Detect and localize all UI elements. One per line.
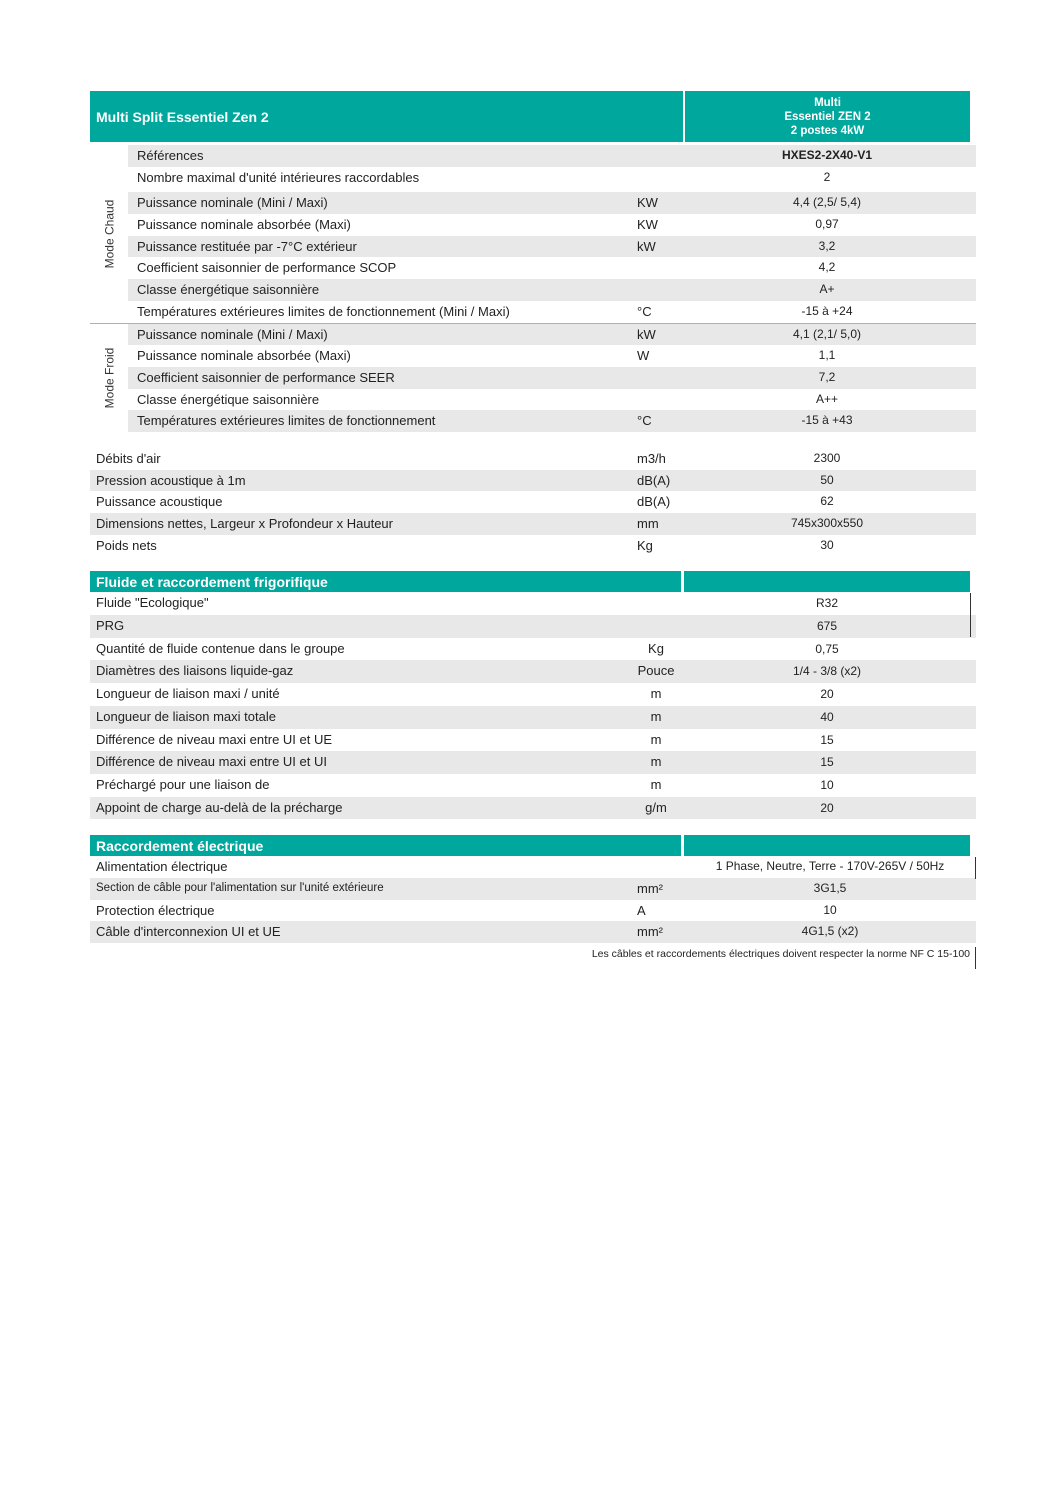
row-value: -15 à +43 xyxy=(801,413,853,428)
electrique-header xyxy=(90,835,976,856)
table-row xyxy=(128,324,976,346)
row-unit: m xyxy=(650,731,662,747)
row-unit: mm² xyxy=(637,924,663,940)
row-label: Pression acoustique à 1m xyxy=(96,472,246,488)
table-row xyxy=(90,921,976,943)
table-row xyxy=(128,145,976,167)
table-row xyxy=(128,301,976,323)
row-label: Appoint de charge au-delà de la précharge xyxy=(96,799,343,815)
row-value: 1,1 xyxy=(818,348,836,363)
row-label: Puissance nominale absorbée (Maxi) xyxy=(137,348,351,364)
row-label: Dimensions nettes, Largeur x Profondeur x Hauteur xyxy=(96,516,393,531)
row-unit: m xyxy=(650,686,662,702)
row-unit: kW xyxy=(637,326,656,342)
row-value: R32 xyxy=(815,596,838,611)
row-label: Débits d'air xyxy=(96,450,161,466)
table-row xyxy=(90,683,976,706)
row-label: Références xyxy=(137,148,204,163)
table-row xyxy=(90,491,976,513)
row-value: 20 xyxy=(820,687,834,702)
mode-chaud-section xyxy=(90,144,976,323)
row-label: Classe énergétique saisonnière xyxy=(137,391,320,407)
row-label: Puissance nominale absorbée (Maxi) xyxy=(137,217,351,233)
row-value: 50 xyxy=(820,472,834,487)
table-row xyxy=(90,535,976,557)
table-row xyxy=(90,900,976,922)
row-label: Puissance acoustique xyxy=(96,494,223,510)
table-row xyxy=(128,192,976,214)
row-label: Classe énergétique saisonnière xyxy=(137,282,320,298)
table-row xyxy=(128,345,976,367)
row-label: Différence de niveau maxi entre UI et UI xyxy=(96,754,327,770)
table-row xyxy=(128,236,976,258)
page-title: Multi Split Essentiel Zen 2 xyxy=(90,91,636,142)
row-label: Protection électrique xyxy=(96,902,215,918)
row-unit: W xyxy=(637,348,650,364)
row-value: 4,2 xyxy=(818,260,836,275)
row-value: 1 Phase, Neutre, Terre - 170V-265V / 50Hz xyxy=(715,859,945,874)
mode-chaud-label: Mode Chaud xyxy=(102,199,116,269)
row-value: 0,75 xyxy=(815,641,839,656)
row-label: Longueur de liaison maxi totale xyxy=(96,708,276,724)
product-header xyxy=(685,91,970,142)
header-cell xyxy=(631,571,681,592)
row-value: 7,2 xyxy=(818,369,836,384)
row-label: Coefficient saisonnier de performance SEER xyxy=(137,369,395,385)
fluide-header xyxy=(90,571,976,592)
row-unit: Pouce xyxy=(637,663,675,679)
row-unit: m xyxy=(650,754,662,770)
table-row xyxy=(90,751,976,774)
product-line: Multi xyxy=(814,96,841,109)
table-row xyxy=(90,797,976,820)
row-label: Températures extérieures limites de fonctionnement xyxy=(137,413,436,429)
row-label: Températures extérieures limites de fonctionnement (Mini / Maxi) xyxy=(137,303,510,319)
row-unit: dB(A) xyxy=(637,494,671,510)
spacer xyxy=(90,556,976,571)
row-unit: g/m xyxy=(645,799,667,815)
row-value: HXES2-2X40-V1 xyxy=(781,148,873,162)
row-value: 2 xyxy=(823,169,831,184)
table-row xyxy=(90,448,976,470)
row-value: 4,4 (2,5/ 5,4) xyxy=(792,195,862,210)
row-label: Câble d'interconnexion UI et UE xyxy=(96,924,281,940)
row-unit: kW xyxy=(637,238,656,254)
header-cell xyxy=(631,835,681,856)
row-label: Préchargé pour une liaison de xyxy=(96,776,270,792)
row-value: 4,1 (2,1/ 5,0) xyxy=(792,326,862,341)
section-title: Fluide et raccordement frigorifique xyxy=(90,571,636,592)
table-row xyxy=(128,410,976,432)
row-label: Coefficient saisonnier de performance SCOP xyxy=(137,260,397,276)
header-cell xyxy=(684,571,970,592)
border-mark xyxy=(975,947,976,969)
row-value: 745x300x550 xyxy=(790,516,864,530)
row-label: Alimentation électrique xyxy=(96,859,228,875)
main-header xyxy=(90,91,976,142)
table-row xyxy=(90,638,976,661)
spec-sheet xyxy=(90,91,976,967)
table-row xyxy=(128,389,976,411)
row-unit: °C xyxy=(637,413,652,429)
row-label: Puissance nominale (Mini / Maxi) xyxy=(137,326,328,342)
row-label: Poids nets xyxy=(96,537,157,553)
row-value: 0,97 xyxy=(815,217,839,232)
mode-froid-section xyxy=(90,323,976,432)
row-value: 675 xyxy=(816,619,838,634)
row-label: Section de câble pour l'alimentation sur l'unité extérieure xyxy=(96,881,384,894)
row-value: 1/4 - 3/8 (x2) xyxy=(792,664,862,679)
spacer xyxy=(90,432,976,448)
table-row xyxy=(128,367,976,389)
row-label: Puissance restituée par -7°C extérieur xyxy=(137,238,357,254)
table-row xyxy=(128,167,976,189)
row-unit: mm² xyxy=(637,880,663,896)
header-cell xyxy=(684,835,970,856)
row-unit: dB(A) xyxy=(637,472,671,488)
table-row xyxy=(90,774,976,797)
table-row xyxy=(90,592,976,615)
row-value: 40 xyxy=(820,709,834,724)
row-unit: Kg xyxy=(648,640,664,656)
row-label: Nombre maximal d'unité intérieures raccordables xyxy=(137,169,420,185)
row-label: Puissance nominale (Mini / Maxi) xyxy=(137,195,328,211)
row-unit: A xyxy=(637,902,646,918)
table-row xyxy=(90,706,976,729)
table-row xyxy=(90,615,976,638)
row-label: Longueur de liaison maxi / unité xyxy=(96,686,280,702)
row-value: 15 xyxy=(820,755,834,770)
row-unit: m xyxy=(650,708,662,724)
unit-header-cell xyxy=(631,91,683,142)
general-section xyxy=(90,448,976,556)
electrique-section xyxy=(90,835,976,967)
row-unit: KW xyxy=(637,217,658,233)
row-unit: m xyxy=(650,776,662,792)
row-value: 15 xyxy=(820,732,834,747)
spacer xyxy=(90,819,976,835)
row-value: 30 xyxy=(820,537,834,552)
row-value: 4G1,5 (x2) xyxy=(801,924,859,939)
row-unit: mm xyxy=(637,516,659,531)
table-row xyxy=(128,257,976,279)
mode-froid-label: Mode Froid xyxy=(102,347,117,409)
row-unit: Kg xyxy=(637,537,653,553)
row-unit: KW xyxy=(637,195,658,211)
border-mark xyxy=(970,593,971,637)
table-row xyxy=(90,878,976,900)
border-mark xyxy=(975,857,976,879)
row-value: 3,2 xyxy=(818,238,836,253)
row-unit: m3/h xyxy=(637,450,666,466)
row-unit: °C xyxy=(637,303,652,319)
table-row xyxy=(90,856,976,878)
table-row xyxy=(128,279,976,301)
product-line: Essentiel ZEN 2 xyxy=(784,110,871,123)
row-label: PRG xyxy=(96,618,125,634)
table-row xyxy=(90,470,976,492)
row-label: Diamètres des liaisons liquide-gaz xyxy=(96,663,294,679)
table-row xyxy=(128,214,976,236)
row-value: 10 xyxy=(823,902,837,917)
section-title: Raccordement électrique xyxy=(90,835,636,856)
row-label: Quantité de fluide contenue dans le groupe xyxy=(96,640,345,656)
row-value: A+ xyxy=(819,282,835,297)
row-value: 10 xyxy=(820,777,834,792)
note-row xyxy=(90,943,976,967)
row-value: -15 à +24 xyxy=(801,303,853,318)
row-label: Fluide "Ecologique" xyxy=(96,595,209,611)
row-value: A++ xyxy=(815,391,839,406)
row-value: 20 xyxy=(820,800,834,815)
row-value: 2300 xyxy=(813,450,841,465)
table-row xyxy=(90,729,976,752)
row-value: 3G1,5 xyxy=(813,880,847,895)
table-row xyxy=(90,513,976,535)
fluide-section xyxy=(90,571,976,819)
product-line: 2 postes 4kW xyxy=(790,124,865,137)
table-row xyxy=(90,660,976,683)
row-label: Différence de niveau maxi entre UI et UE xyxy=(96,731,333,747)
row-value: 62 xyxy=(820,494,834,509)
electrical-note: Les câbles et raccordements électriques doivent respecter la norme NF C 15-100 xyxy=(591,948,970,960)
